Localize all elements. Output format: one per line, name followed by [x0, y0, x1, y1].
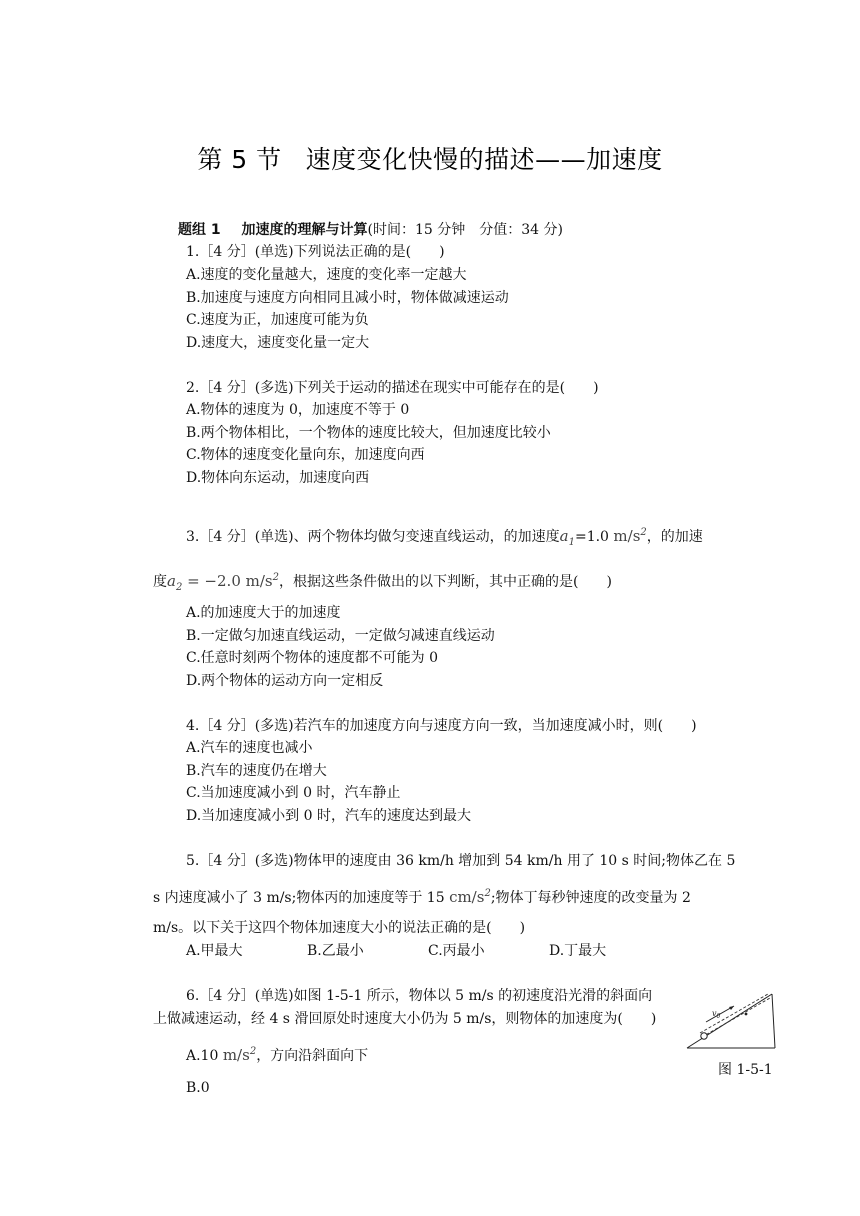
title-prefix: 第 5 节: [197, 145, 282, 174]
q4-option-c: C.当加速度减小到 0 时，汽车静止: [186, 785, 401, 801]
q3-stem-line2: [153, 568, 612, 598]
q1-option-d: D.速度大，速度变化量一定大: [186, 335, 370, 351]
q5-line2: s 内速度减小了 3 m/s;物体丙的加速度等于 15 $cm/s^2$;物体丁每秒钟速度的改变量为 2: [153, 888, 691, 906]
q4-option-b: B.汽车的速度仍在增大: [186, 763, 327, 779]
title-main: 速度变化快慢的描述——加速度: [305, 145, 663, 174]
q1-option-b: B.加速度与速度方向相同且减小时，物体做减速运动: [186, 290, 509, 306]
group-name: 加速度的理解与计算: [241, 222, 368, 238]
q6-unit: $m/s^2$: [222, 1046, 257, 1064]
q3-stem-line1: [186, 523, 703, 553]
q6-line2: 上做减速运动，经 4 s 滑回原处时速度大小仍为 5 m/s，则物体的加速度为( ): [153, 1011, 657, 1027]
q6-option-b: B.0: [186, 1080, 210, 1096]
q6-line1: 6.［4 分］(单选)如图 1-5-1 所示，物体以 5 m/s 的初速度沿光滑的斜面向: [186, 988, 653, 1004]
q3-a1-value: =1.0: [574, 529, 614, 545]
q5-unit: $cm/s^2$: [449, 888, 491, 906]
q3-option-b: B.一定做匀加速直线运动，一定做匀减速直线运动: [186, 628, 495, 644]
q4-option-d: D.当加速度减小到 0 时，汽车的速度达到最大: [186, 808, 471, 824]
group-header: [178, 220, 563, 240]
v0-label: $v_0$: [712, 1009, 721, 1020]
q4-stem: 4.［4 分］(多选)若汽车的加速度方向与速度方向一致，当加速度减小时，则( ): [186, 718, 697, 734]
group-label: 题组 1: [178, 222, 221, 238]
q5-option-d: D.丁最大: [549, 943, 607, 959]
q4-option-a: A.汽车的速度也减小: [186, 740, 313, 756]
q5-line3: m/s。以下关于这四个物体加速度大小的说法正确的是( ): [153, 920, 526, 936]
q3-option-c: C.任意时刻两个物体的速度都不可能为 0: [186, 650, 439, 666]
q5-option-b: B.乙最小: [307, 943, 364, 959]
q3-stem-d: ，根据这些条件做出的以下判断，其中正确的是( ): [278, 574, 612, 590]
q3-option-a: A.的加速度大于的加速度: [186, 605, 341, 621]
q2-stem: 2.［4 分］(多选)下列关于运动的描述在现实中可能存在的是( ): [186, 380, 599, 396]
q1-option-a: A.速度的变化量越大，速度的变化率一定越大: [186, 267, 467, 283]
q1-stem: 1.［4 分］(单选)下列说法正确的是( ): [186, 244, 445, 260]
incline-diagram: [686, 988, 776, 1052]
q2-option-c: C.物体的速度变化量向东，加速度向西: [186, 447, 425, 463]
q5-option-c: C.丙最小: [428, 943, 485, 959]
page-title: [0, 140, 860, 176]
q3-stem-a: 3.［4 分］(单选)、两个物体均做匀变速直线运动，的加速度: [186, 529, 560, 545]
q3-stem-b: ，的加速: [646, 529, 703, 545]
q3-stem-c: 度: [153, 574, 167, 590]
q2-option-d: D.物体向东运动，加速度向西: [186, 470, 370, 486]
q3-a1-formula: $a_1$: [559, 527, 575, 548]
q5-option-a: A.甲最大: [186, 943, 243, 959]
q2-option-b: B.两个物体相比，一个物体的速度比较大，但加速度比较小: [186, 425, 551, 441]
q3-option-d: D.两个物体的运动方向一定相反: [186, 673, 384, 689]
incline-figure: [686, 988, 776, 1052]
q2-option-a: A.物体的速度为 0，加速度不等于 0: [186, 402, 410, 418]
q1-option-c: C.速度为正，加速度可能为负: [186, 312, 369, 328]
figure-caption: 图 1-5-1: [718, 1062, 773, 1078]
q6-option-a: A.10 $m/s^2$，方向沿斜面向下: [186, 1046, 369, 1064]
q3-unit1: $m/s^2$: [613, 527, 647, 545]
group-meta: (时间：15 分钟 分值：34 分): [367, 222, 563, 238]
q5-line1: 5.［4 分］(多选)物体甲的速度由 36 km/h 增加到 54 km/h 用了 10 s 时间;物体乙在 5: [186, 853, 736, 869]
q3-a2-formula: $a_2 = -2.0$ $m/s^2$: [167, 572, 279, 593]
